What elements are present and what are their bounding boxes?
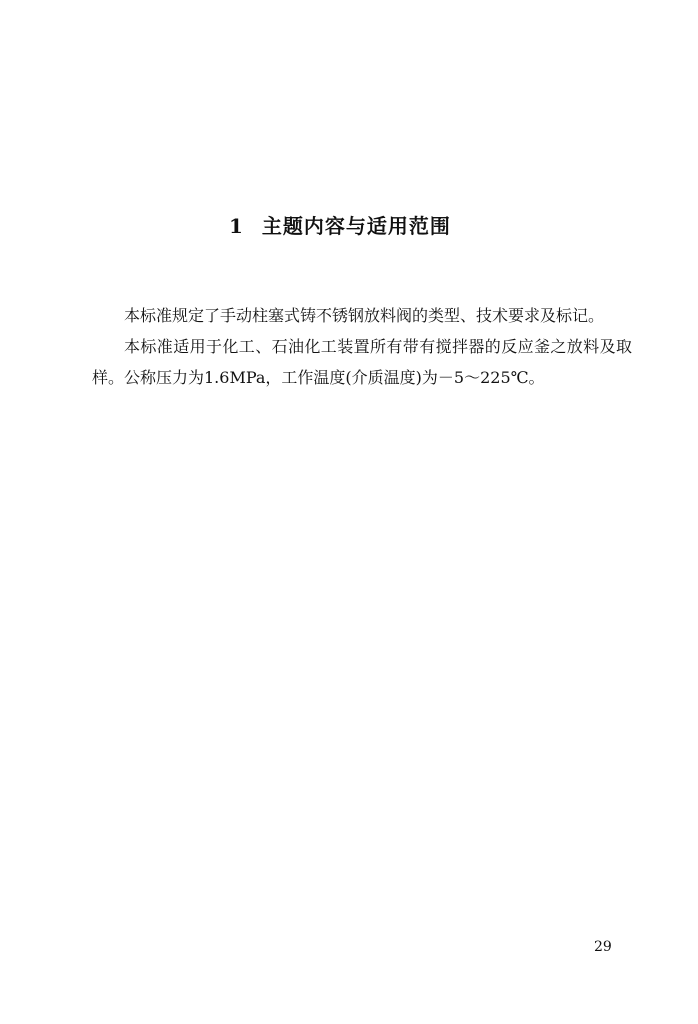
paragraph-scope: 本标准规定了手动柱塞式铸不锈钢放料阀的类型、技术要求及标记。	[124, 306, 605, 325]
section-heading	[229, 210, 451, 239]
paragraph-application: 本标准适用于化工、石油化工装置所有带有搅拌器的反应釜之放料及取样。公称压力为1.6MPa，工作温度(介质温度)为－5～225℃。	[92, 337, 632, 387]
section-title: 主题内容与适用范围	[261, 214, 451, 238]
section-number: 1	[229, 214, 244, 238]
section-body	[92, 300, 632, 393]
page-number: 29	[594, 939, 612, 955]
